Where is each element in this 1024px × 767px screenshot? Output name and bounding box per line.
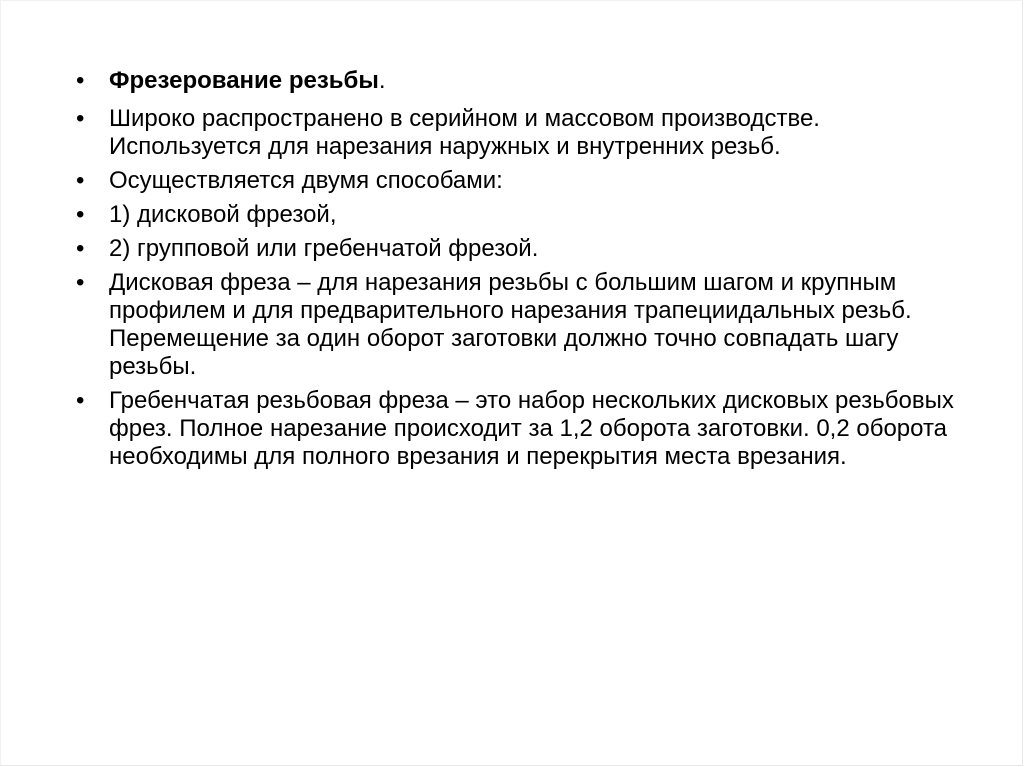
bullet-icon: • — [76, 67, 85, 94]
list-item — [76, 235, 969, 263]
slide-title-bold-text: Фрезерование резьбы — [109, 67, 379, 94]
bullet-icon: • — [76, 167, 85, 194]
bullet-icon: • — [76, 235, 85, 262]
list-item — [76, 167, 969, 195]
bullet-icon: • — [76, 269, 85, 296]
bullet-text: Осуществляется двумя способами: — [109, 167, 503, 194]
bullet-icon: • — [76, 105, 85, 132]
list-item — [76, 387, 969, 471]
bullet-icon: • — [76, 387, 85, 414]
bullet-text: 1) дисковой фрезой, — [109, 201, 337, 228]
list-item — [76, 105, 969, 161]
slide-title-period: . — [378, 67, 386, 94]
bullet-text: Широко распространено в серийном и массовом производстве. Используется для нарезания наружных и внутренних резьб. — [109, 105, 820, 160]
bullet-icon: • — [76, 201, 85, 228]
bullet-text: 2) групповой или гребенчатой фрезой. — [109, 235, 539, 262]
list-item — [76, 201, 969, 229]
bullet-text: Дисковая фреза – для нарезания резьбы с большим шагом и крупным профилем и для предварительного нарезания трапециидальных резьб. Перемещение за один оборот заготовки должно точно совпадать шагу резьбы. — [109, 269, 912, 380]
bullet-text: Гребенчатая резьбовая фреза – это набор нескольких дисковых резьбовых фрез. Полное нарезание происходит за 1,2 оборота заготовки. 0,2 оборота необходимы для полного врезания и перекрытия места врезания. — [109, 387, 954, 470]
list-item-title — [76, 67, 969, 95]
bullet-list — [76, 67, 969, 477]
list-item — [76, 269, 969, 381]
slide-title — [109, 67, 386, 94]
